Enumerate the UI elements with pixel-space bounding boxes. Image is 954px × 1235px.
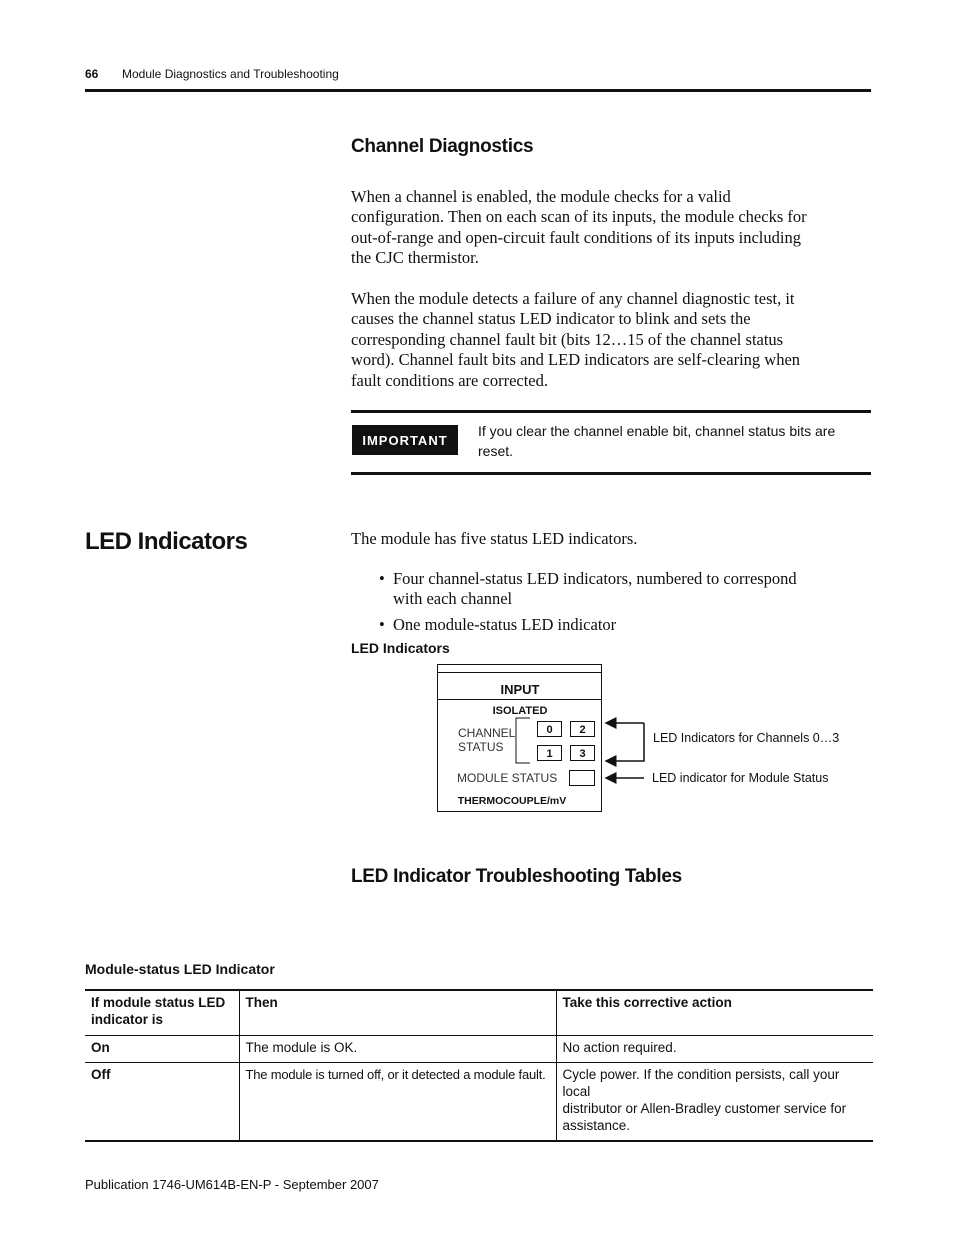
text-line: One module-status LED indicator	[393, 614, 617, 634]
panel-title: INPUT	[500, 682, 540, 697]
arrow-channels-lower	[606, 723, 644, 761]
figure-caption: LED Indicators	[351, 640, 450, 656]
panel-subtitle: ISOLATED	[492, 705, 548, 717]
led-channel-3-label: 3	[579, 748, 586, 760]
text-line: fault conditions are corrected.	[351, 370, 548, 390]
cell-line: No action required.	[562, 1040, 677, 1055]
text-line: corresponding channel fault bit (bits 12…15 of the channel status	[351, 329, 784, 349]
text-line: with each channel	[393, 589, 513, 609]
module-status-table	[85, 989, 873, 1142]
cell-line: distributor or Allen-Bradley customer service for	[562, 1101, 847, 1116]
channel-status-label-line2: STATUS	[458, 740, 504, 754]
table-row	[85, 1063, 873, 1142]
text-line: configuration. Then on each scan of its inputs, the module checks for	[351, 207, 807, 227]
section-heading-led-indicators: LED Indicators	[85, 528, 248, 555]
text-line: the CJC thermistor.	[351, 248, 479, 268]
led-module-status	[570, 771, 595, 786]
table-caption: Module-status LED Indicator	[85, 961, 275, 977]
cell-action	[556, 1036, 873, 1063]
text-line: If you clear the channel enable bit, channel status bits are	[478, 423, 836, 439]
running-header-title: Module Diagnostics and Troubleshooting	[122, 67, 339, 81]
led-intro: The module has five status LED indicators.	[351, 529, 638, 548]
header-line: Then	[245, 995, 278, 1010]
text-line: Four channel-status LED indicators, numbered to correspond	[393, 569, 797, 588]
panel-footer: THERMOCOUPLE/mV	[457, 795, 567, 807]
cell-then	[239, 1063, 556, 1142]
page-number: 66	[85, 67, 99, 81]
channel-status-label-line1: CHANNEL	[458, 726, 516, 740]
callout-module-status: LED indicator for Module Status	[652, 771, 829, 785]
cell-line: The module is OK.	[245, 1040, 358, 1055]
important-badge: IMPORTANT	[352, 425, 458, 455]
header-line: indicator is	[91, 1012, 164, 1027]
section-heading-troubleshooting: LED Indicator Troubleshooting Tables	[351, 866, 682, 887]
led-channel-0-label: 0	[546, 724, 553, 736]
text-line: causes the channel status LED indicator to blink and sets the	[351, 309, 751, 329]
header-line: Take this corrective action	[562, 995, 732, 1010]
callout-channels: LED Indicators for Channels 0…3	[653, 731, 840, 745]
text-line: word). Channel fault bits and LED indicators are self-clearing when	[351, 350, 801, 370]
cell-line: assistance.	[562, 1118, 631, 1133]
bullet-glyph: •	[379, 614, 385, 634]
cell-condition: Off	[91, 1067, 111, 1082]
module-status-label: MODULE STATUS	[457, 771, 558, 785]
header-line: If module status LED	[91, 995, 226, 1010]
text-line: reset.	[478, 443, 514, 459]
led-channel-1-label: 1	[546, 748, 553, 760]
led-channel-2-label: 2	[579, 724, 586, 736]
cell-line: The module is turned off, or it detected a module fault.	[245, 1067, 546, 1082]
column-header-then	[239, 990, 556, 1036]
column-header-condition	[85, 990, 239, 1036]
cell-action	[556, 1063, 873, 1142]
cell-line: Cycle power. If the condition persists, call your local	[562, 1067, 840, 1099]
text-line: out-of-range and open-circuit fault conditions of its inputs including	[351, 227, 801, 247]
cell-condition: On	[91, 1040, 110, 1055]
column-header-action	[556, 990, 873, 1036]
text-line: When a channel is enabled, the module checks for a valid	[351, 187, 731, 206]
table-header-row	[85, 990, 873, 1036]
text-line: When the module detects a failure of any channel diagnostic test, it	[351, 289, 795, 308]
bullet-glyph: •	[379, 569, 385, 588]
table-row	[85, 1036, 873, 1063]
cell-then	[239, 1036, 556, 1063]
section-heading-channel-diagnostics: Channel Diagnostics	[351, 136, 534, 157]
publication-footer: Publication 1746-UM614B-EN-P - September 2007	[85, 1177, 379, 1192]
